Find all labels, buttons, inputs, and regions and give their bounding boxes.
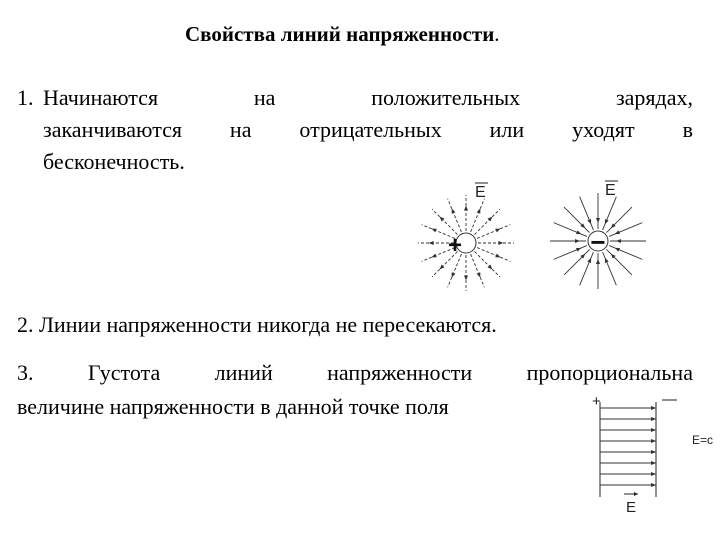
word: пропорциональна — [526, 360, 693, 385]
title-dot: . — [494, 22, 500, 46]
word: Густота — [87, 360, 161, 385]
title-text: Свойства линий напряженности — [185, 22, 495, 46]
property-1-line-2 — [17, 114, 693, 146]
word: на — [253, 85, 276, 110]
property-1 — [17, 82, 693, 178]
word: положительных — [371, 85, 521, 110]
word: зарядах, — [615, 85, 693, 110]
vector-e-label: E — [475, 184, 486, 201]
property-1-line-3: бесконечность. — [43, 149, 185, 174]
word: на — [229, 117, 252, 142]
word: уходят — [572, 117, 635, 142]
vector-e-label: E — [626, 499, 637, 516]
positive-charge-field-diagram — [418, 184, 518, 293]
vector-e-label: E — [605, 182, 616, 199]
word: отрицательных — [299, 117, 442, 142]
property-3-line-1 — [17, 354, 693, 388]
word: или — [489, 117, 525, 142]
minus-plate-sign: — — [662, 391, 677, 408]
minus-sign-icon: − — [590, 227, 606, 257]
word: линий — [214, 360, 273, 385]
property-1-number: 1. — [17, 85, 34, 110]
plus-plate-sign: + — [592, 393, 601, 410]
word: в — [682, 117, 693, 142]
negative-charge-field-diagram — [548, 182, 648, 293]
word: напряженности — [327, 360, 473, 385]
slide-title — [185, 22, 500, 47]
uniform-field-diagram — [590, 391, 714, 522]
word: 3. — [17, 360, 34, 385]
word: 1. Начинаются — [17, 82, 158, 114]
property-2: 2. Линии напряженности никогда не пересекаются. — [17, 312, 497, 337]
property-1-line-1 — [17, 82, 693, 114]
property-3-line-2: величине напряженности в данной точке поля — [17, 394, 449, 419]
plus-sign-icon: + — [447, 232, 463, 259]
word: заканчиваются — [43, 117, 182, 142]
field-caption: E=c — [692, 433, 714, 447]
